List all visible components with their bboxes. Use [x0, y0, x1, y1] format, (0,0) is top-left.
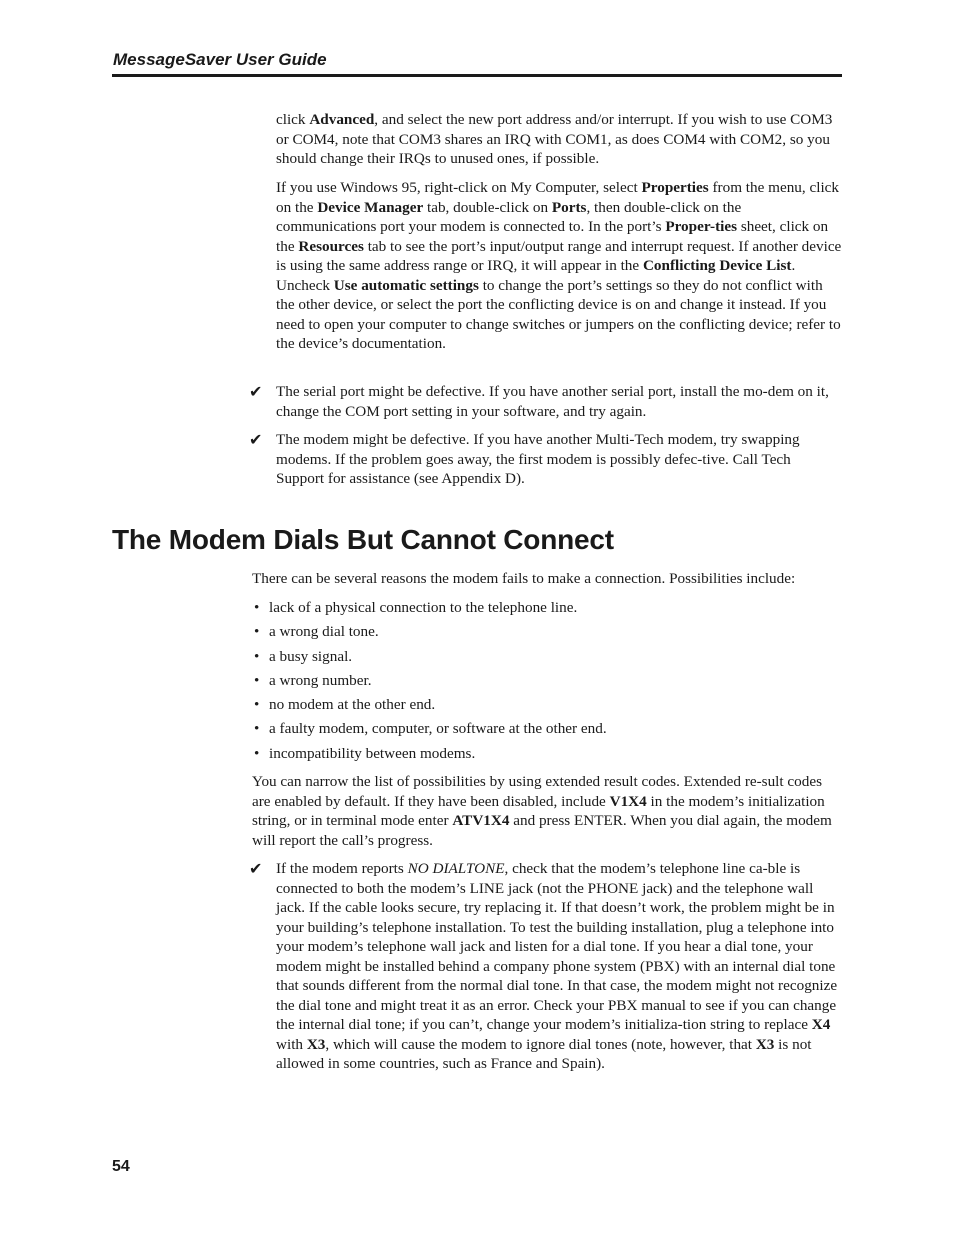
bullet-icon: •: [254, 720, 260, 738]
check-item-serial-port: The serial port might be defective. If you have another serial port, install the mo-dem on it, change the COM port setting in your software, and try again.: [276, 383, 829, 420]
page-number: 54: [112, 1158, 130, 1175]
bullet-icon: •: [254, 671, 260, 689]
list-item-text: a wrong dial tone.: [269, 623, 379, 641]
section-heading: The Modem Dials But Cannot Connect: [112, 524, 614, 555]
list-item: [252, 598, 842, 622]
list-item-text: no modem at the other end.: [269, 696, 436, 714]
list-item-text: incompatibility between modems.: [269, 744, 476, 762]
list-item: [252, 622, 842, 646]
checkmark-icon: ✔: [249, 430, 263, 449]
running-header-title: MessageSaver User Guide: [113, 50, 327, 69]
check-item-no-dialtone: If the modem reports NO DIALTONE, check that the modem’s telephone line ca-ble is connected to both the modem’s LINE jack (not the PHONE jack) and the telephone wall jack. If the cable looks secure, try replacing it. If that doesn’t work, the problem might be in your building’s telephone installation. To test the building installation, plug a telephone into your modem’s telephone wall jack and listen for a dial tone. If you hear a dial tone, your modem might be installed behind a company phone system (PBX) with an internal dial tone that sounds different from the normal dial tone. In that case, the modem might not recognize the dial tone and might treat it as an error. Check your PBX manual to see if you can change the internal dial tone; if you can’t, change your modem’s initializa-tion string to replace X4 with X3, which will cause the modem to ignore dial tones (note, however, that X3 is not allowed in some countries, such as France and Spain).: [276, 860, 838, 1072]
list-item: [252, 671, 842, 695]
bullet-icon: •: [254, 696, 260, 714]
checkmark-icon: ✔: [249, 859, 263, 878]
list-item-text: a faulty modem, computer, or software at the other end.: [269, 720, 607, 738]
bullet-icon: •: [254, 623, 260, 641]
result-codes-paragraph: You can narrow the list of possibilities by using extended result codes. Extended re-sult codes are enabled by default. If they have been disabled, include V1X4 in the modem’s initialization string, or in terminal mode enter ATV1X4 and press ENTER. When you dial again, the modem will report the call’s progress.: [252, 773, 832, 849]
list-item-text: lack of a physical connection to the telephone line.: [269, 599, 578, 616]
list-item: [252, 719, 842, 743]
intro-paragraph-advanced: click Advanced, and select the new port address and/or interrupt. If you wish to use COM3 or COM4, note that COM3 shares an IRQ with COM1, as does COM4 with COM2, so you should change their IRQs to unused ones, if possible.: [276, 111, 833, 167]
header-rule: [112, 74, 842, 77]
bullet-icon: •: [254, 744, 260, 762]
section-intro: There can be several reasons the modem fails to make a connection. Possibilities include:: [252, 570, 796, 587]
list-item: [252, 695, 842, 719]
bullet-icon: •: [254, 647, 260, 665]
intro-paragraph-windows95: If you use Windows 95, right-click on My Computer, select Properties from the menu, click on the Device Manager tab, double-click on Ports, then double-click on the communications port your modem is connected to. In the port’s Proper-ties sheet, click on the Resources tab to see the port’s input/output range and interrupt request. If another device is using the same address range or IRQ, it will appear in the Conflicting Device List. Uncheck Use automatic settings to change the port’s settings so they do not conflict with the other device, or select the port the conflicting device is on and change it instead. If you need to open your computer to change switches or jumpers on the conflicting device; refer to the device’s documentation.: [276, 179, 842, 352]
list-item: [252, 647, 842, 671]
possibilities-list: [252, 598, 842, 768]
list-item-text: a busy signal.: [269, 647, 353, 665]
list-item: [252, 744, 842, 768]
bullet-icon: •: [254, 599, 260, 616]
checkmark-icon: ✔: [249, 382, 263, 401]
check-item-modem-defective: The modem might be defective. If you have another Multi-Tech modem, try swapping modems. If the problem goes away, the first modem is possibly defec-tive. Call Tech Support for assistance (see Appendix D).: [276, 431, 800, 487]
list-item-text: a wrong number.: [269, 671, 372, 689]
